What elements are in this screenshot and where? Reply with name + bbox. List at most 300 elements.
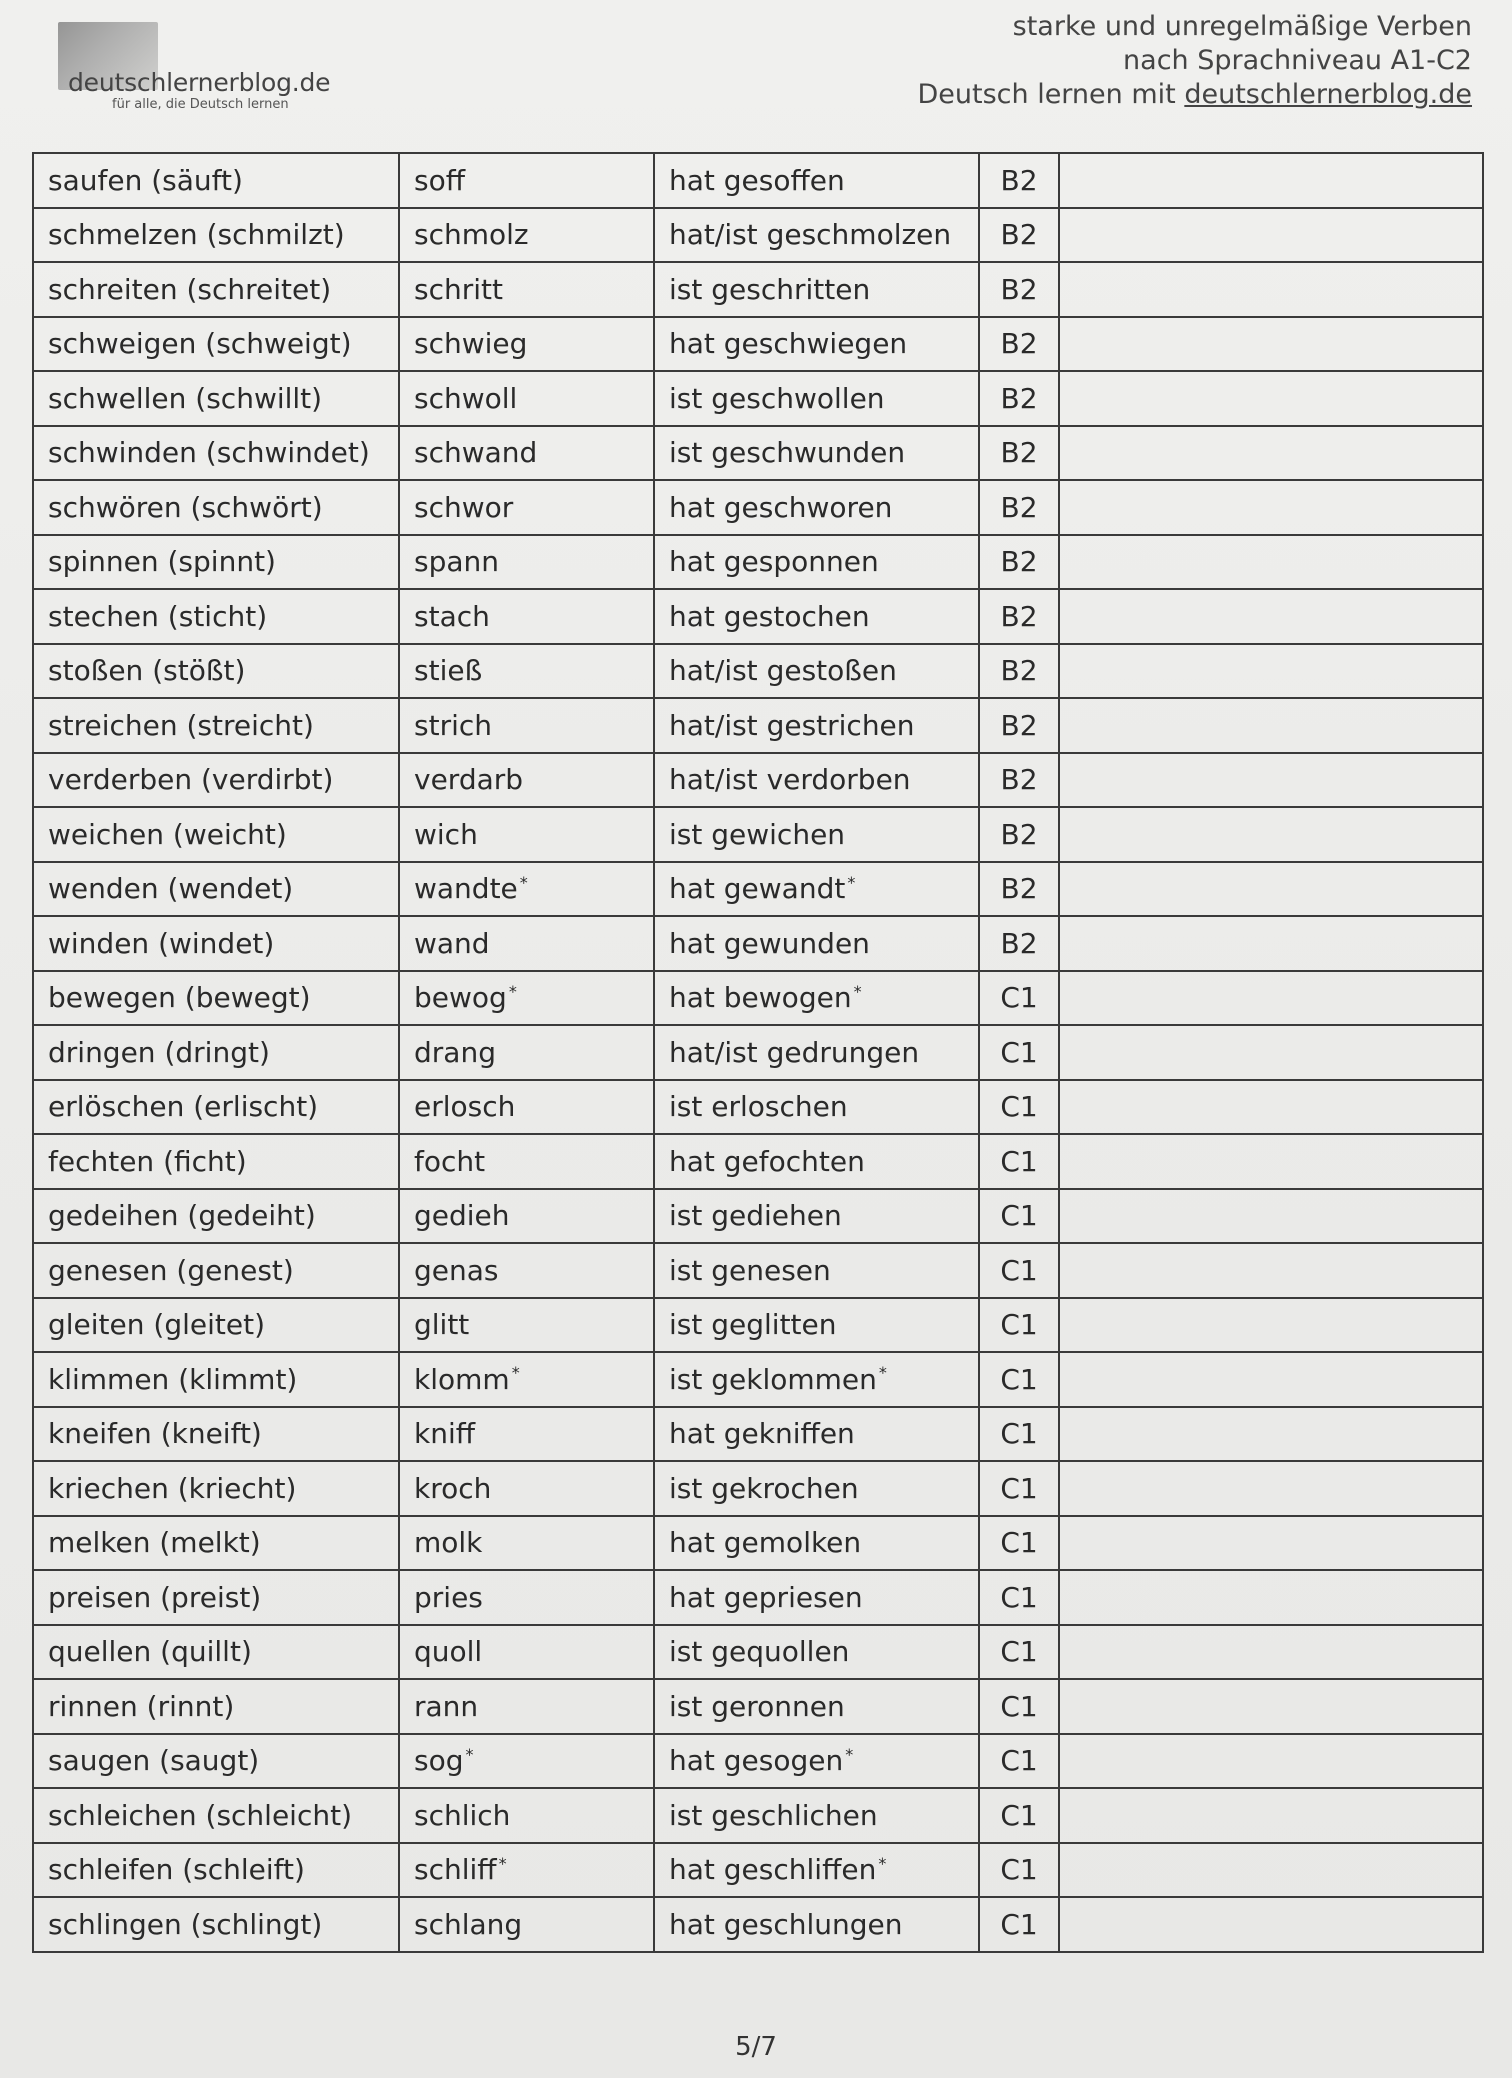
cell-perfekt	[654, 1625, 979, 1680]
cell-perfekt-text: hat gemolken	[669, 1526, 862, 1560]
cell-perfekt-text: hat/ist gestrichen	[669, 708, 915, 742]
cell-perfekt-text: hat gesoffen	[669, 163, 845, 197]
cell-praeteritum	[399, 1243, 654, 1298]
cell-level-text: B2	[1000, 381, 1038, 415]
cell-level	[979, 1788, 1059, 1843]
cell-level	[979, 1461, 1059, 1516]
table-row	[33, 1788, 1483, 1843]
table-row	[33, 589, 1483, 644]
cell-level-text: C1	[1000, 1744, 1038, 1778]
cell-level-text: C1	[1000, 1853, 1038, 1887]
cell-notes	[1059, 1298, 1483, 1353]
cell-infinitive-text: fechten (ficht)	[48, 1144, 247, 1178]
document-header	[917, 10, 1472, 112]
cell-praeteritum-text: genas	[414, 1253, 499, 1287]
cell-praeteritum-text: glitt	[414, 1308, 470, 1342]
cell-infinitive	[33, 589, 399, 644]
cell-perfekt	[654, 317, 979, 372]
cell-perfekt	[654, 1570, 979, 1625]
cell-praeteritum-text: schwand	[414, 436, 538, 470]
cell-notes	[1059, 1788, 1483, 1843]
cell-infinitive-text: schreiten (schreitet)	[48, 272, 332, 306]
cell-infinitive	[33, 371, 399, 426]
header-prefix: Deutsch lernen mit	[917, 79, 1185, 110]
cell-level	[979, 262, 1059, 317]
cell-level-text: B2	[1000, 817, 1038, 851]
cell-perfekt-text: ist geschritten	[669, 272, 871, 306]
cell-perfekt-text: hat geschlungen	[669, 1907, 903, 1941]
cell-praeteritum	[399, 644, 654, 699]
footnote-marker: *	[511, 1363, 520, 1383]
cell-notes	[1059, 1570, 1483, 1625]
cell-infinitive	[33, 1516, 399, 1571]
cell-perfekt-text: hat gewunden	[669, 926, 870, 960]
cell-level	[979, 153, 1059, 208]
cell-praeteritum	[399, 1734, 654, 1789]
cell-perfekt	[654, 698, 979, 753]
cell-praeteritum-text: erlosch	[414, 1090, 516, 1124]
cell-notes	[1059, 262, 1483, 317]
cell-level	[979, 1189, 1059, 1244]
table-row	[33, 1407, 1483, 1462]
cell-infinitive	[33, 1134, 399, 1189]
cell-level-text: C1	[1000, 1689, 1038, 1723]
table-row	[33, 698, 1483, 753]
cell-infinitive	[33, 698, 399, 753]
header-site-link: deutschlernerblog.de	[1184, 79, 1472, 110]
cell-level-text: B2	[1000, 926, 1038, 960]
cell-level	[979, 426, 1059, 481]
cell-perfekt	[654, 916, 979, 971]
footnote-marker: *	[508, 981, 517, 1001]
cell-notes	[1059, 589, 1483, 644]
cell-perfekt-text: ist geschwunden	[669, 436, 906, 470]
cell-level-text: B2	[1000, 272, 1038, 306]
cell-level	[979, 1625, 1059, 1680]
cell-level-text: C1	[1000, 1907, 1038, 1941]
cell-perfekt	[654, 262, 979, 317]
cell-notes	[1059, 916, 1483, 971]
cell-infinitive-text: schwellen (schwillt)	[48, 381, 323, 415]
cell-perfekt	[654, 644, 979, 699]
table-row	[33, 1189, 1483, 1244]
cell-infinitive-text: schmelzen (schmilzt)	[48, 218, 345, 252]
cell-level-text: C1	[1000, 1362, 1038, 1396]
cell-perfekt-text: ist geschlichen	[669, 1798, 878, 1832]
cell-infinitive-text: bewegen (bewegt)	[48, 981, 311, 1015]
table-row	[33, 1843, 1483, 1898]
table-row	[33, 807, 1483, 862]
cell-perfekt	[654, 589, 979, 644]
cell-notes	[1059, 698, 1483, 753]
cell-praeteritum-text: klomm	[414, 1362, 510, 1396]
table-row	[33, 644, 1483, 699]
cell-perfekt-text: hat gefochten	[669, 1144, 865, 1178]
cell-praeteritum	[399, 1025, 654, 1080]
cell-notes	[1059, 317, 1483, 372]
footnote-marker: *	[465, 1744, 474, 1764]
cell-perfekt-text: ist gequollen	[669, 1635, 850, 1669]
cell-infinitive	[33, 317, 399, 372]
cell-level-text: B2	[1000, 436, 1038, 470]
cell-level	[979, 1298, 1059, 1353]
cell-notes	[1059, 1025, 1483, 1080]
cell-perfekt	[654, 971, 979, 1026]
verb-table	[32, 152, 1484, 1953]
cell-praeteritum-text: wich	[414, 817, 478, 851]
page-number: 5/7	[735, 2032, 777, 2062]
cell-level	[979, 644, 1059, 699]
cell-infinitive	[33, 916, 399, 971]
cell-perfekt	[654, 1788, 979, 1843]
cell-praeteritum	[399, 916, 654, 971]
cell-praeteritum-text: pries	[414, 1580, 483, 1614]
cell-level-text: B2	[1000, 490, 1038, 524]
cell-praeteritum-text: sog	[414, 1744, 464, 1778]
cell-perfekt	[654, 535, 979, 590]
cell-praeteritum-text: focht	[414, 1144, 486, 1178]
cell-infinitive	[33, 1407, 399, 1462]
cell-level	[979, 1134, 1059, 1189]
cell-praeteritum	[399, 1570, 654, 1625]
cell-notes	[1059, 1080, 1483, 1135]
cell-notes	[1059, 1189, 1483, 1244]
cell-notes	[1059, 1734, 1483, 1789]
cell-perfekt-text: ist gekrochen	[669, 1471, 859, 1505]
cell-level	[979, 698, 1059, 753]
cell-level	[979, 1679, 1059, 1734]
cell-praeteritum-text: gedieh	[414, 1199, 510, 1233]
cell-level-text: C1	[1000, 1144, 1038, 1178]
cell-perfekt	[654, 807, 979, 862]
table-row	[33, 1625, 1483, 1680]
cell-perfekt	[654, 1461, 979, 1516]
cell-level-text: C1	[1000, 1635, 1038, 1669]
cell-notes	[1059, 1461, 1483, 1516]
cell-infinitive	[33, 807, 399, 862]
cell-praeteritum	[399, 589, 654, 644]
cell-infinitive	[33, 1788, 399, 1843]
cell-perfekt-text: ist gewichen	[669, 817, 846, 851]
cell-infinitive-text: saugen (saugt)	[48, 1744, 260, 1778]
cell-level-text: C1	[1000, 1798, 1038, 1832]
cell-praeteritum	[399, 1352, 654, 1407]
cell-infinitive	[33, 1080, 399, 1135]
cell-perfekt-text: hat gesponnen	[669, 545, 879, 579]
cell-praeteritum	[399, 753, 654, 808]
cell-perfekt	[654, 1734, 979, 1789]
cell-praeteritum-text: wand	[414, 926, 490, 960]
cell-perfekt-text: ist geklommen	[669, 1362, 877, 1396]
cell-infinitive	[33, 1461, 399, 1516]
cell-notes	[1059, 1625, 1483, 1680]
site-logo	[58, 22, 331, 112]
cell-perfekt	[654, 208, 979, 263]
cell-praeteritum	[399, 317, 654, 372]
cell-level-text: C1	[1000, 1308, 1038, 1342]
cell-level	[979, 589, 1059, 644]
cell-infinitive-text: stechen (sticht)	[48, 599, 268, 633]
cell-infinitive	[33, 1298, 399, 1353]
cell-praeteritum-text: stieß	[414, 654, 483, 688]
cell-notes	[1059, 208, 1483, 263]
cell-infinitive	[33, 1025, 399, 1080]
cell-notes	[1059, 1516, 1483, 1571]
footnote-marker: *	[845, 1744, 854, 1764]
cell-perfekt	[654, 1080, 979, 1135]
cell-level-text: C1	[1000, 1035, 1038, 1069]
table-row	[33, 753, 1483, 808]
cell-infinitive-text: kneifen (kneift)	[48, 1417, 262, 1451]
cell-perfekt	[654, 371, 979, 426]
cell-praeteritum	[399, 1679, 654, 1734]
footnote-marker: *	[853, 981, 862, 1001]
cell-notes	[1059, 1407, 1483, 1462]
cell-infinitive	[33, 971, 399, 1026]
table-row	[33, 1298, 1483, 1353]
cell-praeteritum-text: quoll	[414, 1635, 483, 1669]
cell-perfekt-text: hat/ist gedrungen	[669, 1035, 920, 1069]
cell-perfekt	[654, 1298, 979, 1353]
cell-infinitive-text: schwören (schwört)	[48, 490, 323, 524]
cell-praeteritum-text: strich	[414, 708, 492, 742]
cell-infinitive-text: schlingen (schlingt)	[48, 1907, 323, 1941]
cell-level	[979, 1243, 1059, 1298]
cell-level-text: C1	[1000, 1090, 1038, 1124]
cell-praeteritum-text: schwor	[414, 490, 514, 524]
cell-praeteritum	[399, 862, 654, 917]
table-row	[33, 208, 1483, 263]
cell-praeteritum-text: soff	[414, 163, 466, 197]
cell-perfekt	[654, 1516, 979, 1571]
cell-infinitive-text: gleiten (gleitet)	[48, 1308, 265, 1342]
cell-level-text: B2	[1000, 599, 1038, 633]
cell-perfekt-text: ist genesen	[669, 1253, 831, 1287]
cell-praeteritum	[399, 1897, 654, 1952]
cell-level	[979, 1897, 1059, 1952]
cell-infinitive	[33, 1189, 399, 1244]
cell-infinitive-text: weichen (weicht)	[48, 817, 287, 851]
cell-perfekt	[654, 1189, 979, 1244]
cell-infinitive	[33, 644, 399, 699]
table-row	[33, 480, 1483, 535]
cell-praeteritum	[399, 262, 654, 317]
table-row	[33, 1679, 1483, 1734]
table-row	[33, 916, 1483, 971]
table-row	[33, 971, 1483, 1026]
cell-praeteritum-text: molk	[414, 1526, 483, 1560]
cell-level-text: B2	[1000, 654, 1038, 688]
cell-infinitive-text: gedeihen (gedeiht)	[48, 1199, 316, 1233]
table-row	[33, 1570, 1483, 1625]
cell-infinitive-text: dringen (dringt)	[48, 1035, 270, 1069]
cell-notes	[1059, 1243, 1483, 1298]
cell-perfekt-text: hat gewandt	[669, 872, 846, 906]
cell-infinitive-text: stoßen (stößt)	[48, 654, 246, 688]
cell-level	[979, 1570, 1059, 1625]
cell-perfekt	[654, 1843, 979, 1898]
cell-perfekt	[654, 1897, 979, 1952]
cell-praeteritum	[399, 1407, 654, 1462]
cell-infinitive-text: streichen (streicht)	[48, 708, 314, 742]
table-row	[33, 317, 1483, 372]
cell-perfekt	[654, 1407, 979, 1462]
cell-praeteritum-text: schlang	[414, 1907, 523, 1941]
header-title-line-1: starke und unregelmäßige Verben	[1012, 11, 1472, 42]
cell-notes	[1059, 426, 1483, 481]
cell-praeteritum	[399, 698, 654, 753]
table-row	[33, 153, 1483, 208]
cell-infinitive	[33, 1897, 399, 1952]
cell-infinitive	[33, 1625, 399, 1680]
cell-perfekt-text: hat bewogen	[669, 981, 852, 1015]
cell-infinitive	[33, 535, 399, 590]
cell-perfekt	[654, 862, 979, 917]
cell-perfekt-text: ist geschwollen	[669, 381, 885, 415]
footnote-marker: *	[847, 872, 856, 892]
cell-infinitive-text: klimmen (klimmt)	[48, 1362, 298, 1396]
cell-infinitive	[33, 208, 399, 263]
cell-praeteritum	[399, 1298, 654, 1353]
cell-infinitive-text: preisen (preist)	[48, 1580, 262, 1614]
cell-praeteritum	[399, 1080, 654, 1135]
cell-infinitive	[33, 1843, 399, 1898]
cell-level-text: B2	[1000, 163, 1038, 197]
cell-infinitive	[33, 1243, 399, 1298]
cell-praeteritum	[399, 153, 654, 208]
table-row	[33, 1461, 1483, 1516]
cell-infinitive	[33, 753, 399, 808]
cell-level-text: B2	[1000, 327, 1038, 361]
cell-level	[979, 916, 1059, 971]
cell-notes	[1059, 1352, 1483, 1407]
cell-perfekt-text: hat geschworen	[669, 490, 893, 524]
cell-perfekt-text: hat gepriesen	[669, 1580, 863, 1614]
cell-notes	[1059, 1134, 1483, 1189]
cell-level	[979, 317, 1059, 372]
cell-level	[979, 208, 1059, 263]
cell-infinitive-text: erlöschen (erlischt)	[48, 1090, 319, 1124]
cell-praeteritum-text: drang	[414, 1035, 496, 1069]
cell-notes	[1059, 1897, 1483, 1952]
cell-perfekt	[654, 1025, 979, 1080]
cell-infinitive	[33, 1570, 399, 1625]
cell-praeteritum	[399, 1625, 654, 1680]
cell-perfekt-text: hat/ist gestoßen	[669, 654, 897, 688]
cell-perfekt	[654, 426, 979, 481]
cell-perfekt-text: hat geschwiegen	[669, 327, 908, 361]
cell-praeteritum	[399, 480, 654, 535]
cell-perfekt	[654, 153, 979, 208]
cell-notes	[1059, 535, 1483, 590]
cell-infinitive-text: melken (melkt)	[48, 1526, 261, 1560]
cell-praeteritum-text: schlich	[414, 1798, 511, 1832]
cell-level	[979, 535, 1059, 590]
cell-infinitive-text: wenden (wendet)	[48, 872, 294, 906]
logo-name: deutschlernerblog.de	[68, 68, 331, 97]
cell-notes	[1059, 807, 1483, 862]
table-row	[33, 1134, 1483, 1189]
cell-infinitive-text: rinnen (rinnt)	[48, 1689, 235, 1723]
cell-infinitive	[33, 153, 399, 208]
footnote-marker: *	[878, 1853, 887, 1873]
cell-praeteritum	[399, 1788, 654, 1843]
table-row	[33, 1734, 1483, 1789]
cell-praeteritum-text: schliff	[414, 1853, 497, 1887]
cell-infinitive-text: kriechen (kriecht)	[48, 1471, 297, 1505]
cell-perfekt	[654, 1134, 979, 1189]
cell-praeteritum	[399, 1461, 654, 1516]
cell-perfekt-text: hat gesogen	[669, 1744, 844, 1778]
cell-praeteritum	[399, 426, 654, 481]
cell-level-text: B2	[1000, 545, 1038, 579]
cell-notes	[1059, 644, 1483, 699]
cell-perfekt-text: hat geschliffen	[669, 1853, 877, 1887]
cell-infinitive	[33, 862, 399, 917]
cell-infinitive	[33, 1352, 399, 1407]
cell-level-text: C1	[1000, 1417, 1038, 1451]
cell-praeteritum-text: schwoll	[414, 381, 518, 415]
cell-infinitive-text: genesen (genest)	[48, 1253, 294, 1287]
cell-praeteritum-text: rann	[414, 1689, 479, 1723]
cell-perfekt	[654, 1352, 979, 1407]
cell-level	[979, 371, 1059, 426]
footnote-marker: *	[519, 872, 528, 892]
cell-praeteritum-text: kroch	[414, 1471, 492, 1505]
cell-level	[979, 480, 1059, 535]
table-row	[33, 1516, 1483, 1571]
cell-infinitive-text: saufen (säuft)	[48, 163, 243, 197]
cell-infinitive-text: verderben (verdirbt)	[48, 763, 334, 797]
cell-notes	[1059, 753, 1483, 808]
cell-perfekt	[654, 1243, 979, 1298]
cell-infinitive	[33, 1734, 399, 1789]
cell-praeteritum	[399, 971, 654, 1026]
cell-notes	[1059, 1679, 1483, 1734]
cell-perfekt-text: ist erloschen	[669, 1090, 848, 1124]
table-row	[33, 535, 1483, 590]
cell-praeteritum-text: wandte	[414, 872, 518, 906]
footnote-marker: *	[878, 1363, 887, 1383]
cell-infinitive-text: spinnen (spinnt)	[48, 545, 276, 579]
cell-notes	[1059, 480, 1483, 535]
table-row	[33, 426, 1483, 481]
cell-praeteritum	[399, 1134, 654, 1189]
cell-perfekt	[654, 1679, 979, 1734]
cell-infinitive-text: schwinden (schwindet)	[48, 436, 370, 470]
cell-level	[979, 1080, 1059, 1135]
cell-level-text: C1	[1000, 1471, 1038, 1505]
cell-level	[979, 1352, 1059, 1407]
table-row	[33, 1080, 1483, 1135]
cell-level-text: C1	[1000, 1526, 1038, 1560]
cell-level-text: C1	[1000, 981, 1038, 1015]
cell-infinitive-text: winden (windet)	[48, 926, 275, 960]
cell-praeteritum-text: bewog	[414, 981, 507, 1015]
table-row	[33, 1025, 1483, 1080]
cell-level	[979, 1734, 1059, 1789]
cell-notes	[1059, 862, 1483, 917]
cell-perfekt-text: ist geglitten	[669, 1308, 837, 1342]
table-row	[33, 1243, 1483, 1298]
cell-level	[979, 1407, 1059, 1462]
cell-level-text: C1	[1000, 1580, 1038, 1614]
cell-praeteritum	[399, 1189, 654, 1244]
cell-praeteritum	[399, 208, 654, 263]
table-row	[33, 1897, 1483, 1952]
cell-notes	[1059, 1843, 1483, 1898]
cell-infinitive-text: quellen (quillt)	[48, 1635, 252, 1669]
